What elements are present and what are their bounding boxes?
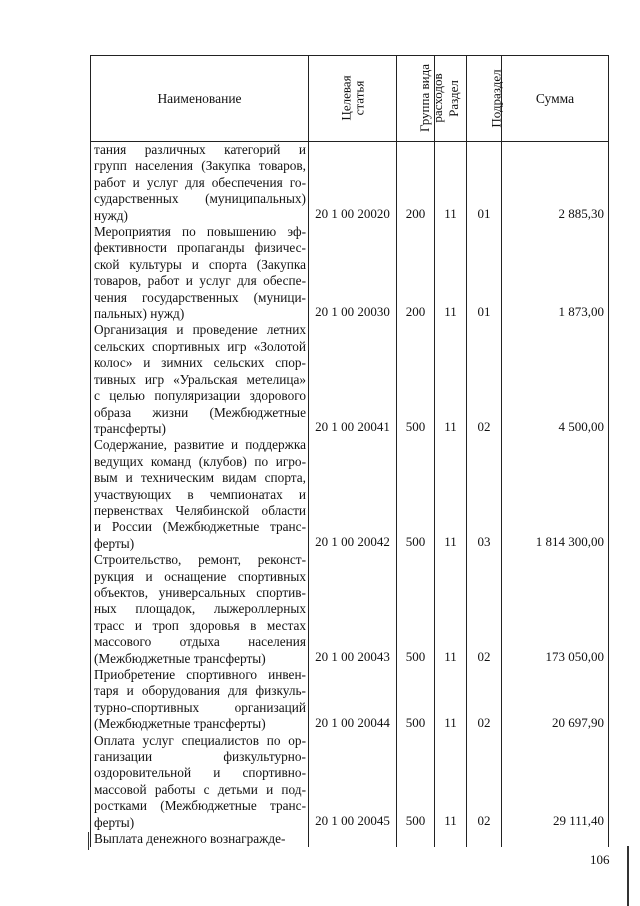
- row-name-line: ных площадок, лыжероллерных: [94, 601, 306, 617]
- row-subsection: [467, 831, 502, 847]
- header-subsection: [467, 56, 502, 142]
- row-name-line: Оплата услуг специалистов по ор-: [94, 732, 306, 748]
- row-name-line: ганизации физкультурно-: [94, 749, 306, 765]
- row-expense-group: 500: [397, 552, 435, 667]
- row-sum: 1 814 300,00: [502, 437, 609, 552]
- row-name-line: таря и оборудования для физкуль-: [94, 683, 306, 699]
- row-name-line: трансферты): [94, 420, 166, 436]
- row-name-line: Выплата денежного вознагражде-: [94, 831, 286, 847]
- scan-margin-mark: [88, 832, 89, 850]
- row-name: [91, 437, 309, 552]
- row-name-line: с целью популяризации здорового: [94, 388, 306, 404]
- row-subsection: 01: [467, 224, 502, 322]
- header-sum: Сумма: [502, 56, 609, 142]
- row-name-line: ской культуры и спорта (Закупка: [94, 256, 306, 272]
- row-name-line: тивных игр «Уральская метелица»: [94, 371, 306, 387]
- row-target-article: 20 1 00 20041: [309, 322, 397, 437]
- header-expense-line2: расходов: [429, 72, 445, 123]
- row-section: 11: [435, 224, 467, 322]
- row-target-article: 20 1 00 20020: [309, 142, 397, 225]
- row-name: [91, 552, 309, 667]
- table-body: [91, 142, 609, 848]
- header-section-label: Раздел: [445, 79, 461, 117]
- row-name-line: оздоровительной и спортивно-: [94, 765, 306, 781]
- row-sum: [502, 831, 609, 847]
- header-target-line2: статья: [351, 80, 367, 115]
- row-name: [91, 733, 309, 831]
- row-subsection: 02: [467, 322, 502, 437]
- row-section: 11: [435, 733, 467, 831]
- row-name: [91, 224, 309, 322]
- row-name: [91, 831, 309, 847]
- row-target-article: 20 1 00 20045: [309, 733, 397, 831]
- row-name-line: (Межбюджетные трансферты): [94, 650, 266, 666]
- budget-table: [90, 55, 609, 847]
- row-subsection: 02: [467, 552, 502, 667]
- row-sum: 20 697,90: [502, 667, 609, 733]
- row-section: 11: [435, 437, 467, 552]
- row-name-line: первенствах Челябинской области: [94, 502, 306, 518]
- row-name-line: массовой работы с детьми и под-: [94, 781, 306, 797]
- row-target-article: 20 1 00 20030: [309, 224, 397, 322]
- table-row: [91, 142, 609, 225]
- row-name-line: сударственных (муниципальных): [94, 191, 306, 207]
- row-section: [435, 831, 467, 847]
- row-name-line: пальных) нужд): [94, 306, 185, 322]
- row-expense-group: 500: [397, 322, 435, 437]
- row-name-line: Организация и проведение летних: [94, 322, 306, 338]
- row-sum: 2 885,30: [502, 142, 609, 225]
- row-section: 11: [435, 142, 467, 225]
- row-name-line: рукция и оснащение спортивных: [94, 568, 306, 584]
- row-name-line: сельских спортивных игр «Золотой: [94, 338, 306, 354]
- row-expense-group: 200: [397, 142, 435, 225]
- row-subsection: 01: [467, 142, 502, 225]
- table-header-row: [91, 56, 609, 142]
- row-subsection: 03: [467, 437, 502, 552]
- row-name-line: (Межбюджетные трансферты): [94, 716, 266, 732]
- row-name-line: товаров, работ и услуг для обеспе-: [94, 273, 306, 289]
- page-number: 106: [590, 852, 610, 867]
- row-section: 11: [435, 322, 467, 437]
- row-sum: 173 050,00: [502, 552, 609, 667]
- row-name-line: ведущих команд (клубов) по игро-: [94, 453, 306, 469]
- header-expense-line1: Группа вида: [416, 63, 432, 132]
- header-expense-group: [397, 56, 445, 142]
- row-name-line: Содержание, развитие и поддержка: [94, 437, 306, 453]
- row-name-line: ферты): [94, 814, 135, 830]
- row-expense-group: 500: [397, 667, 435, 733]
- row-name-line: Приобретение спортивного инвен-: [94, 667, 306, 682]
- row-sum: 4 500,00: [502, 322, 609, 437]
- row-name-line: вым и техническим видам спорта,: [94, 470, 306, 486]
- row-section: 11: [435, 667, 467, 733]
- row-sum: 29 111,40: [502, 733, 609, 831]
- table-row: [91, 552, 609, 667]
- table-row: [91, 667, 609, 733]
- table-row: [91, 322, 609, 437]
- row-name-line: фективности пропаганды физичес-: [94, 240, 306, 256]
- row-name-line: колос» и зимних сельских спор-: [94, 355, 306, 371]
- row-sum: 1 873,00: [502, 224, 609, 322]
- row-name-line: ферты): [94, 535, 135, 551]
- table-row: [91, 831, 609, 847]
- row-name: [91, 667, 309, 733]
- header-name: Наименование: [91, 56, 309, 142]
- row-name-line: групп населения (Закупка товаров,: [94, 158, 306, 174]
- row-name-line: Строительство, ремонт, реконст-: [94, 552, 306, 568]
- row-name-line: трасс и троп здоровья в местах: [94, 617, 306, 633]
- row-name: [91, 322, 309, 437]
- row-name-line: Мероприятия по повышению эф-: [94, 224, 306, 240]
- table-row: [91, 437, 609, 552]
- row-name-line: работ и услуг для обеспечения го-: [94, 174, 306, 190]
- table-row: [91, 224, 609, 322]
- row-name-line: ростками (Межбюджетные транс-: [94, 798, 306, 814]
- row-target-article: 20 1 00 20044: [309, 667, 397, 733]
- row-name-line: тания различных категорий и: [94, 142, 306, 157]
- header-subsection-label: Подраздел: [488, 68, 504, 128]
- row-expense-group: 200: [397, 224, 435, 322]
- row-name-line: и России (Межбюджетные транс-: [94, 519, 306, 535]
- row-expense-group: 500: [397, 437, 435, 552]
- scan-edge-mark: [627, 846, 629, 906]
- row-target-article: 20 1 00 20043: [309, 552, 397, 667]
- row-target-article: 20 1 00 20042: [309, 437, 397, 552]
- row-name-line: чения государственных (муници-: [94, 289, 306, 305]
- row-name-line: массового отдыха населения: [94, 634, 306, 650]
- row-name-line: турно-спортивных организаций: [94, 699, 306, 715]
- row-target-article: [309, 831, 397, 847]
- table-row: [91, 733, 609, 831]
- row-expense-group: 500: [397, 733, 435, 831]
- row-subsection: 02: [467, 733, 502, 831]
- row-subsection: 02: [467, 667, 502, 733]
- row-name-line: участвующих в чемпионатах и: [94, 486, 306, 502]
- header-target-article: [309, 56, 397, 142]
- row-name-line: образа жизни (Межбюджетные: [94, 404, 306, 420]
- row-section: 11: [435, 552, 467, 667]
- row-expense-group: [397, 831, 435, 847]
- row-name-line: объектов, универсальных спортив-: [94, 584, 306, 600]
- row-name-line: нужд): [94, 207, 128, 223]
- row-name: [91, 142, 309, 225]
- header-target-line1: Целевая: [338, 74, 354, 121]
